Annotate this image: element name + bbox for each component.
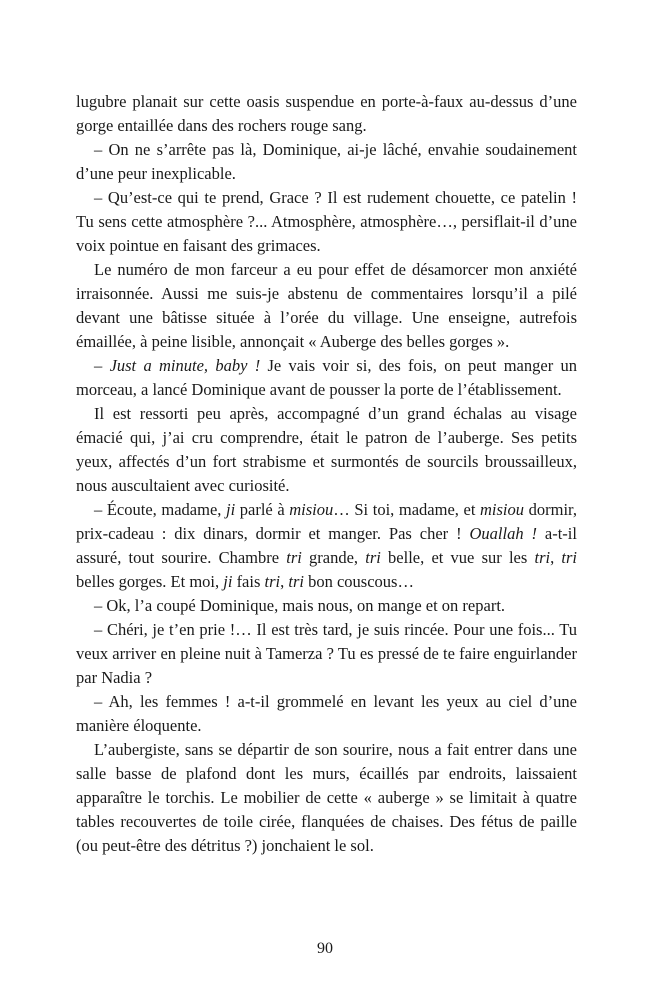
text-run: – On ne s’arrête pas là, Dominique, ai-je lâché, envahie soudainement d’une peur inexplicable.: [76, 140, 577, 183]
paragraph: [76, 594, 577, 618]
paragraph: [76, 90, 577, 138]
text-run: … Si toi, madame, et: [333, 500, 480, 519]
text-run: – Ah, les femmes ! a-t-il grommelé en levant les yeux au ciel d’une manière éloquente.: [76, 692, 577, 735]
italic-text: Just a minute, baby !: [109, 356, 261, 375]
page-number: 90: [317, 940, 333, 957]
paragraph: [76, 138, 577, 186]
italic-text: misiou: [480, 500, 525, 519]
paragraph: [76, 354, 577, 402]
paragraph: [76, 498, 577, 594]
text-run: belles gorges. Et moi,: [76, 572, 224, 591]
paragraph: [76, 690, 577, 738]
paragraph: [76, 618, 577, 690]
text-run: lugubre planait sur cette oasis suspendue en porte-à-faux au-dessus d’une gorge entaillée dans des rochers rouge sang.: [76, 92, 577, 135]
text-run: belle, et vue sur les: [380, 548, 535, 567]
text-run: ,: [280, 572, 289, 591]
text-run: parlé à: [235, 500, 290, 519]
text-run: – Écoute, madame,: [94, 500, 226, 519]
paragraph: [76, 402, 577, 498]
text-run: ,: [550, 548, 562, 567]
italic-text: ji: [223, 572, 233, 591]
italic-text: tri: [561, 548, 577, 567]
italic-text: misiou: [289, 500, 334, 519]
italic-text: Ouallah !: [469, 524, 537, 543]
paragraph: [76, 186, 577, 258]
text-run: fais: [232, 572, 265, 591]
text-run: Le numéro de mon farceur a eu pour effet de désamorcer mon anxiété irraisonnée. Aussi me suis-je abstenu de commentaires lorsqu’il a pilé devant une bâtisse située à l’orée du village. Une enseigne, autrefois émaillée, à peine lisible, annonçait « Auberge des belles gorges ».: [76, 260, 577, 351]
italic-text: tri: [264, 572, 281, 591]
text-run: – Chéri, je t’en prie !… Il est très tard, je suis rincée. Pour une fois... Tu veux arriver en pleine nuit à Tamerza ? Tu es pressé de te faire enguirlander par Nadia ?: [76, 620, 577, 687]
text-run: Il est ressorti peu après, accompagné d’un grand échalas au visage émacié qui, j’ai cru comprendre, était le patron de l’auberge. Ses petits yeux, affectés d’un fort strabisme et surmontés de sourcils broussailleux, nous auscultaient avec curiosité.: [76, 404, 577, 495]
italic-text: ji: [226, 500, 236, 519]
text-run: Je vais voir si, des fois, on peut manger un morceau, a lancé Dominique avant de pousser la porte de l’établissement.: [76, 356, 577, 399]
italic-text: tri: [288, 572, 304, 591]
text-run: L’aubergiste, sans se départir de son sourire, nous a fait entrer dans une salle basse de plafond dont les murs, écaillés par endroits, laissaient apparaître le torchis. Le mobilier de cette « auberge » se limitait à quatre tables recouvertes de toile cirée, flanquées de chaises. Des fétus de paille (ou peut-être des détritus ?) jonchaient le sol.: [76, 740, 577, 855]
italic-text: tri: [365, 548, 381, 567]
text-run: bon couscous…: [303, 572, 414, 591]
paragraph: [76, 258, 577, 354]
text-run: dormir, prix-cadeau : dix dinars, dormir et manger. Pas cher !: [76, 500, 577, 543]
body-text: [76, 90, 577, 858]
text-run: a-t-il assuré, tout sourire. Chambre: [76, 524, 577, 567]
text-run: –: [94, 356, 110, 375]
italic-text: tri: [286, 548, 302, 567]
text-run: – Qu’est-ce qui te prend, Grace ? Il est rudement chouette, ce patelin ! Tu sens cette atmosphère ?... Atmosphère, atmosphère…, persiflait-il d’une voix pointue en faisant des grimaces.: [76, 188, 577, 255]
paragraph: [76, 738, 577, 858]
italic-text: tri: [534, 548, 551, 567]
text-run: – Ok, l’a coupé Dominique, mais nous, on mange et on repart.: [94, 596, 506, 615]
text-run: grande,: [301, 548, 366, 567]
